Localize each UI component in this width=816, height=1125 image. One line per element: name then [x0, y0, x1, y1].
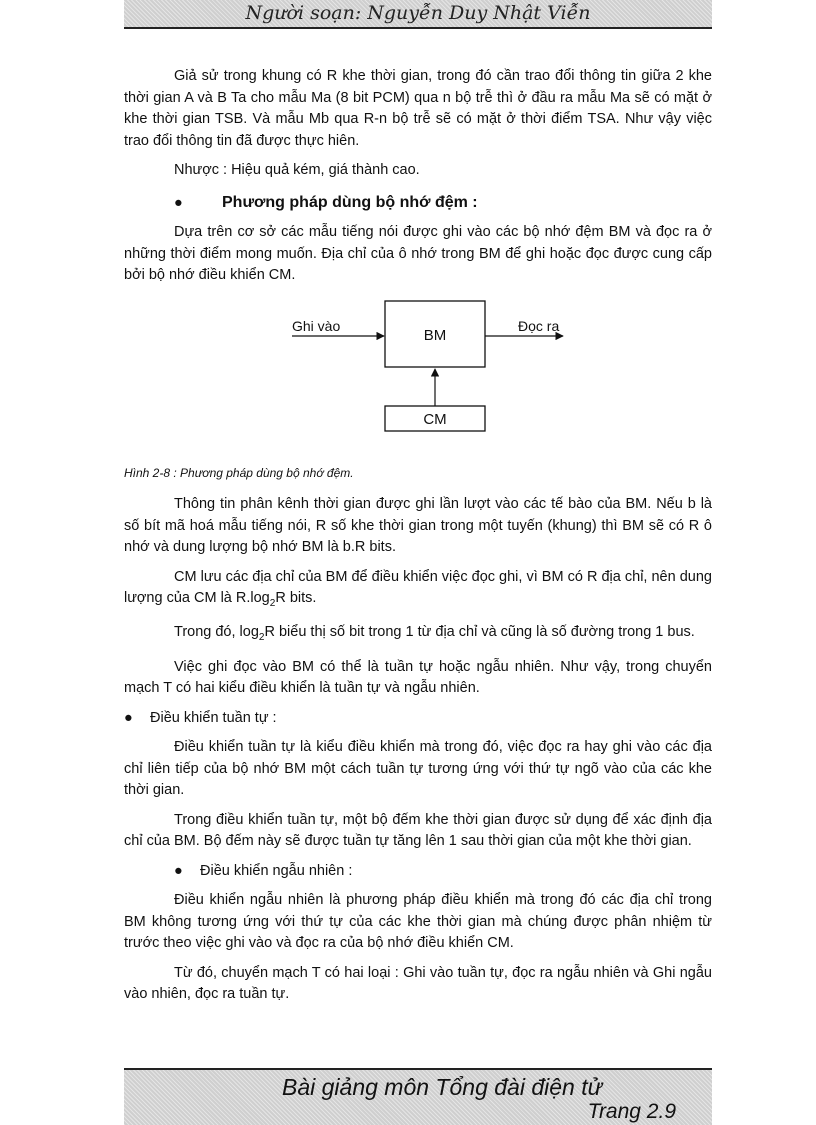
cm-label: CM: [423, 411, 447, 428]
bullet-text: Điều khiển tuần tự :: [150, 709, 277, 726]
bullet-icon: ●: [174, 862, 183, 879]
diagram: [280, 296, 580, 436]
section-heading: Phương pháp dùng bộ nhớ đệm :: [222, 193, 478, 211]
paragraph: Giả sử trong khung có R khe thời gian, trong đó cần trao đổi thông tin giữa 2 khe thời gian A và B Ta cho mẫu Ma (8 bit PCM) qua n bộ trễ thì ở đầu ra mẫu Ma sẽ có mặt ở khe thời gian TSB. Và mẫu Mb qua R-n bộ trễ sẽ có mặt ở thời điểm TSA. Như vậy việc trao đổi thông tin đã được thực hiên.: [124, 68, 712, 149]
paragraph: Điều khiển tuần tự là kiểu điều khiển mà trong đó, việc đọc ra hay ghi vào các địa chỉ liên tiếp của bộ nhớ BM một cách tuần tự tương ứng với thứ tự ngõ vào của các khe thời gian.: [124, 739, 712, 799]
text-span: R bits.: [275, 590, 317, 606]
paragraph: Dựa trên cơ sở các mẫu tiếng nói được ghi vào các bộ nhớ đệm BM và đọc ra ở những thời điểm mong muốn. Địa chỉ của ô nhớ trong BM để ghi hoặc đọc được cung cấp bởi bộ nhớ điều khiển CM.: [124, 224, 712, 283]
label-out: Đọc ra: [518, 318, 560, 334]
page-number: Trang 2.9: [587, 1100, 676, 1123]
page-header: [124, 0, 712, 29]
content-bottom: [124, 494, 712, 1014]
figure-caption: Hình 2-8 : Phương pháp dùng bộ nhớ đệm.: [124, 466, 354, 480]
page-footer: [124, 1068, 712, 1125]
bullet-row: [124, 708, 712, 730]
bullet-icon: ●: [174, 194, 183, 211]
paragraph: Điều khiển ngẫu nhiên là phương pháp điều khiển mà trong đó các địa chỉ trong BM không tương ứng với thứ tự của các khe thời gian mà chúng được phân nhiệm từ trước theo việc ghi vào và đọc ra của bộ nhớ điều khiển CM.: [124, 892, 712, 952]
paragraph: Từ đó, chuyển mạch T có hai loại : Ghi vào tuần tự, đọc ra ngẫu nhiên và Ghi ngẫu vào nhiên, đọc ra tuần tự.: [124, 964, 712, 1003]
content-top: [124, 66, 712, 295]
paragraph: Nhược : Hiệu quả kém, giá thành cao.: [174, 162, 420, 178]
bullet-row: [124, 861, 712, 883]
subscript: 2: [258, 632, 265, 644]
label-in: Ghi vào: [292, 318, 341, 334]
text-span: R biểu thị số bit trong 1 từ địa chỉ và cũng là số đường trong 1 bus.: [264, 624, 695, 641]
paragraph: Việc ghi đọc vào BM có thể là tuần tự hoặc ngẫu nhiên. Như vậy, trong chuyển mạch T có hai kiểu điều khiển là tuần tự và ngẫu nhiên.: [124, 658, 712, 697]
header-author: Người soạn: Nguyễn Duy Nhật Viễn: [245, 2, 591, 24]
bullet-text: Điều khiển ngẫu nhiên :: [200, 862, 353, 879]
section-heading-row: [124, 192, 712, 215]
paragraph: Thông tin phân kênh thời gian được ghi lần lượt vào các tế bào của BM. Nếu b là số bít mã hoá mẫu tiếng nói, R số khe thời gian trong một tuyến (khung) thì BM sẽ có R ô nhớ và dung lượng bộ nhớ BM là b.R bits.: [124, 496, 712, 555]
paragraph: Trong điều khiển tuần tự, một bộ đếm khe thời gian được sử dụng để xác định địa chỉ của BM. Bộ đếm này sẽ được tuần tự tăng lên 1 sau thời gian của một khe thời gian.: [124, 811, 712, 850]
bm-label: BM: [423, 327, 447, 344]
paragraph: [124, 567, 712, 615]
paragraph: [124, 622, 712, 648]
bullet-icon: ●: [124, 709, 133, 726]
footer-title: Bài giảng môn Tổng đài điện tử: [282, 1074, 603, 1100]
text-span: Trong đó, log: [174, 624, 259, 641]
subscript: 2: [269, 597, 276, 609]
figure-caption-wrap: [124, 463, 712, 493]
text-span: CM lưu các địa chỉ của BM để điều khiển việc đọc ghi, vì BM có R địa chỉ, nên dung lượng của CM là R.log: [124, 568, 712, 606]
